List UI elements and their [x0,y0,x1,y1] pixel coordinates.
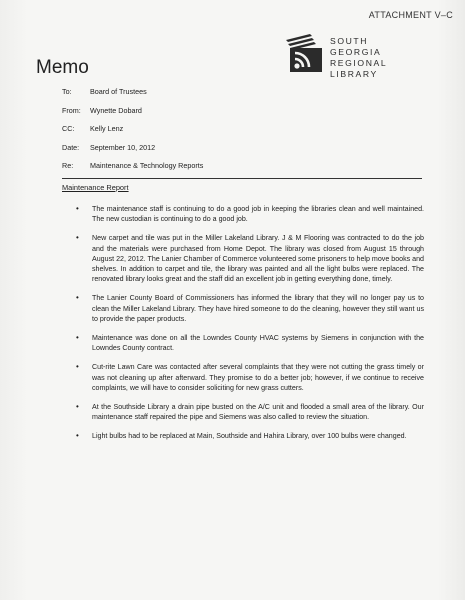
header-value: Maintenance & Technology Reports [90,161,204,170]
list-item: • Light bulbs had to be replaced at Main, Southside and Hahira Library, over 100 bulbs were changed. [62,431,424,441]
header-value: Board of Trustees [90,87,147,96]
header-label: CC: [62,124,75,133]
header-value: Kelly Lenz [90,124,124,133]
header-divider [62,178,422,179]
header-label: Date: [62,142,80,152]
logo-line-3: REGIONAL [330,58,388,68]
header-row-cc [62,124,422,143]
logo-wordmark [330,36,387,80]
list-item: • New carpet and tile was put in the Miller Lakeland Library. J & M Flooring was contracted to do the job and the materials were purchased from Home Depot. The library was closed from August 15 through August 22, 2012. The Lanier Chamber of Commerce volunteered some prisoners to help move books and shelves. In addition to carpet and tile, the library was painted and all the light bulbs were replaced. The renovated library looks great and the staff did an excellent job in getting everything done, timely. [62,233,424,284]
maintenance-bullets [62,204,424,451]
library-logo [284,28,434,83]
header-label: To: [62,87,72,96]
header-row-re [62,161,422,180]
section-title: Maintenance Report [62,183,129,192]
header-row-from [62,106,422,125]
list-item: • At the Southside Library a drain pipe busted on the A/C unit and flooded a small area of the library. Our maintenance staff repaired the pipe and Siemens was also called to review the situation. [62,402,424,422]
logo-line-1: SOUTH [330,36,369,46]
rss-book-logo-icon [284,30,328,74]
list-item: • Cut-rite Lawn Care was contacted after several complaints that they were not cutting the grass timely or was not cleaning up after afterward. They promise to do a better job; however, if we continue to receive complaints, we will have to consider soliciting for new grass cutters. [62,362,424,393]
header-row-to [62,87,422,106]
list-item: • The maintenance staff is continuing to do a good job in keeping the libraries clean and well maintained. The new custodian is continuing to do a good job. [62,204,424,224]
list-item: • Maintenance was done on all the Lowndes County HVAC systems by Siemens in conjunction with the Lowndes County contract. [62,333,424,353]
memo-title: Memo [36,57,89,78]
header-label: From: [62,105,81,115]
list-item: • The Lanier County Board of Commissioners has informed the library that they will no longer pay us to clean the Miller Lakeland Library. They have hired someone to do the cleaning, however they still want us to provide the paper products. [62,293,424,324]
logo-line-4: LIBRARY [330,69,378,79]
header-row-date [62,143,422,162]
memo-header [62,87,422,180]
header-value: Wynette Dobard [90,105,142,115]
logo-line-2: GEORGIA [330,47,382,57]
attachment-label: ATTACHMENT V–C [368,10,453,20]
header-label: Re: [62,161,74,170]
header-value: September 10, 2012 [90,142,156,152]
